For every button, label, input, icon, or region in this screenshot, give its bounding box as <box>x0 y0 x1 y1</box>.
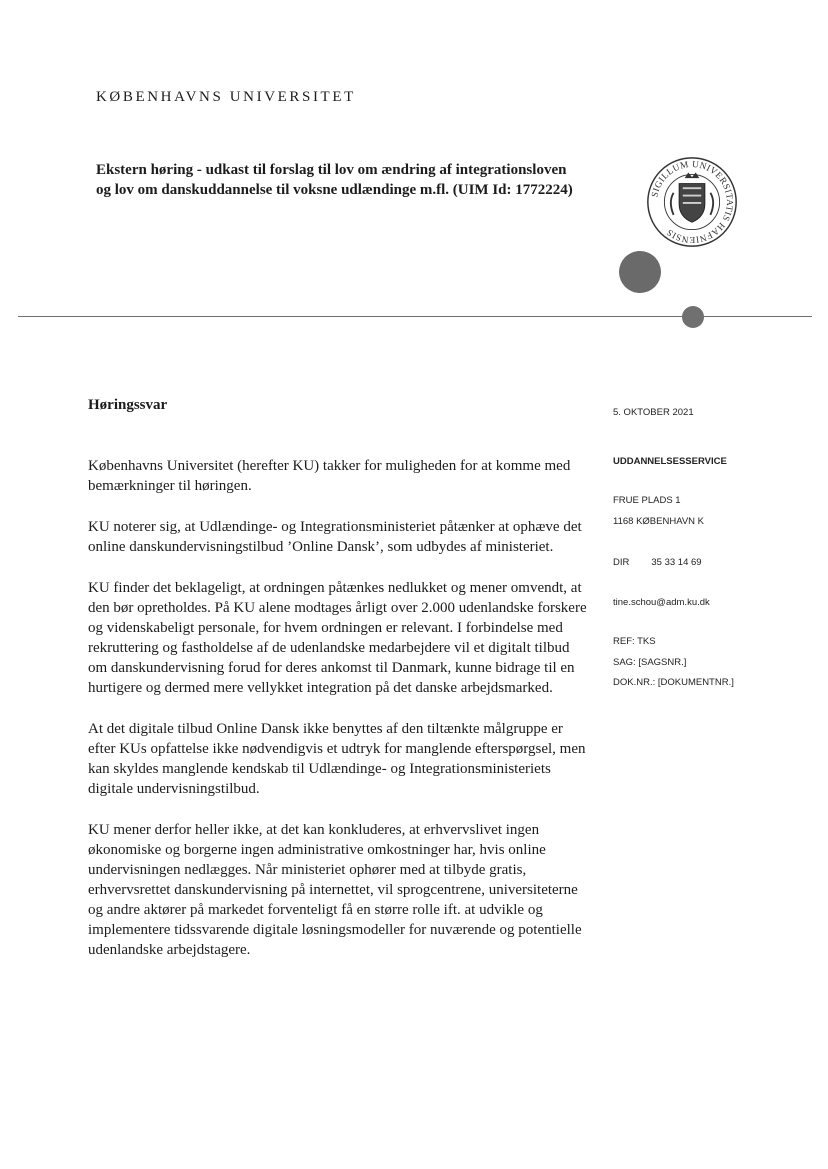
letter-date: 5. OKTOBER 2021 <box>613 407 694 418</box>
direct-phone-label: DIR <box>613 557 630 568</box>
contact-email: tine.schou@adm.ku.dk <box>613 597 710 608</box>
reference: REF: TKS <box>613 636 656 647</box>
case-number: SAG: [SAGSNR.] <box>613 657 687 668</box>
body-paragraph: Københavns Universitet (herefter KU) takker for muligheden for at komme med bemærkninger til høringen. <box>88 458 571 494</box>
address-street: FRUE PLADS 1 <box>613 495 681 506</box>
direct-phone <box>613 557 813 568</box>
body-paragraph: KU noterer sig, at Udlændinge- og Integrationsministeriet påtænker at ophæve det online danskundervisningstilbud ’Online Dansk’, som udbydes af ministeriet. <box>88 519 582 555</box>
document-body <box>88 456 588 981</box>
document-number: DOK.NR.: [DOKUMENTNR.] <box>613 677 734 688</box>
address-city: 1168 KØBENHAVN K <box>613 516 704 527</box>
seal-ring-text: SIGILLUM UNIVERSITATIS HAFNIENSIS <box>649 158 735 245</box>
university-seal-icon <box>646 156 738 248</box>
institution-name: KØBENHAVNS UNIVERSITET <box>96 89 356 105</box>
body-paragraph: KU finder det beklageligt, at ordningen påtænkes nedlukket og mener omvendt, at den bør opretholdes. På KU alene modtages årligt over 2.000 udenlandske forskere og videnskabeligt personale, for hvem ordningen er relevant. I forbindelse med rekruttering og fastholdelse af de udenlandske medarbejdere vil et digitalt tilbud om danskundervisning forud for deres ankomst til Danmark, kunne bidrage til en hurtigere og dermed mere vellykket integration på det danske arbejdsmarked. <box>88 580 587 696</box>
direct-phone-number: 35 33 14 69 <box>651 557 702 568</box>
decorative-circle-small <box>682 306 704 328</box>
body-paragraph: At det digitale tilbud Online Dansk ikke benyttes af den tiltænkte målgruppe er efter KUs opfattelse ikke nødvendigvis et udtryk for manglende efterspørgsel, men kan skyldes manglende kendskab til Udlændinge- og Integrationsministeriets digitale undervisningstilbud. <box>88 721 586 797</box>
body-paragraph: KU mener derfor heller ikke, at det kan konkluderes, at erhvervslivet ingen økonomiske og borgerne ingen administrative omkostninger har, hvis online undervisningen nedlægges. Når ministeriet ophører med at tilbyde gratis, erhvervsrettet danskundervisning på internettet, vil sprogcentrene, universiteterne og andre aktører på markedet forventeligt få en større rolle ift. at udvikle og implementere tidssvarende digitale løsningsmodeller for nuværende og potentielle udenlandske arbejdstagere. <box>88 822 582 958</box>
department-name: UDDANNELSESSERVICE <box>613 456 727 467</box>
document-heading: Høringssvar <box>88 397 168 413</box>
document-subject: Ekstern høring - udkast til forslag til lov om ændring af integrationsloven og lov om danskuddannelse til voksne udlændinge m.fl. (UIM Id: 1772224) <box>96 162 573 198</box>
decorative-circle-large <box>619 251 661 293</box>
